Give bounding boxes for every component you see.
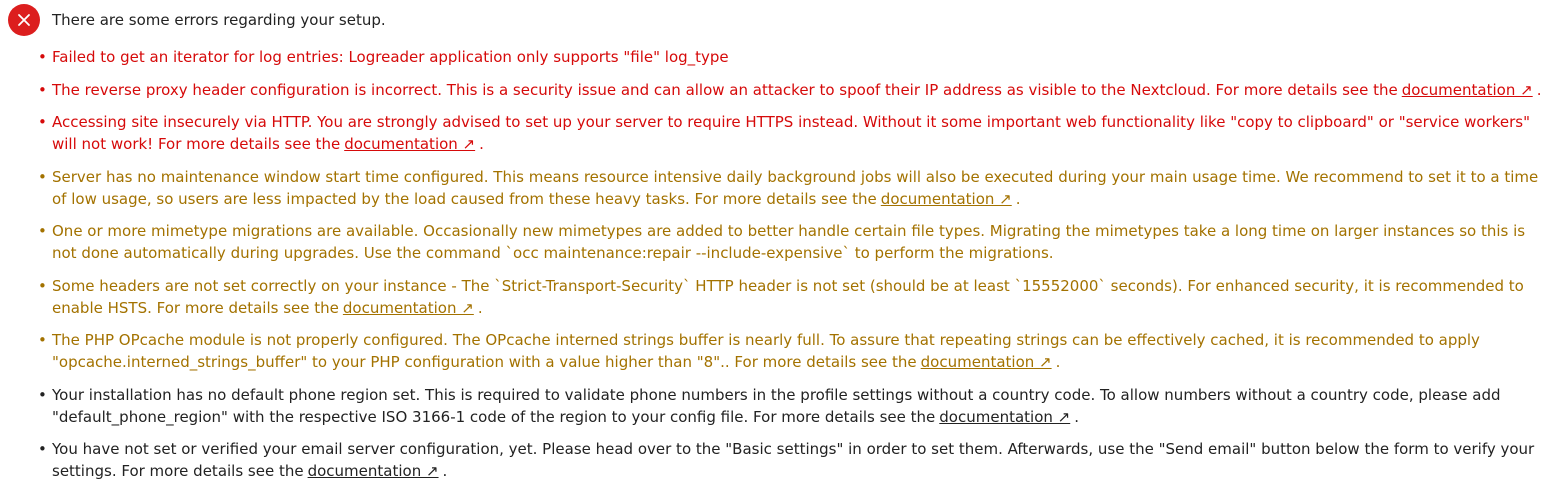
issue-text: One or more mimetype migrations are available. Occasionally new mimetypes are added to better handle certain file types. Migrating the mimetypes take a long time on larger instances so this is not done automatically during upgrades. Use the command `occ maintenance:repair --include-expensive` to perform the migrations.: [52, 222, 1526, 262]
issue-item-error: [38, 46, 1552, 68]
issue-trailing-period: .: [1074, 407, 1080, 426]
issue-trailing-period: .: [477, 298, 483, 317]
bullet-icon: •: [38, 80, 47, 99]
documentation-link[interactable]: documentation ↗: [342, 298, 474, 317]
documentation-link[interactable]: documentation ↗: [344, 135, 476, 153]
documentation-link[interactable]: documentation ↗: [1401, 80, 1533, 99]
issue-item-warning: [38, 166, 1552, 210]
issue-trailing-period: .: [1055, 353, 1061, 371]
issue-text: Some headers are not set correctly on your instance - The `Strict-Transport-Security` HTTP header is not set (should be at least `15552000` seconds). For enhanced security, it is recommended to enable HSTS. For more details see the: [52, 276, 1524, 317]
issue-trailing-period: .: [442, 462, 448, 480]
header-message: There are some errors regarding your setup.: [52, 11, 386, 29]
issue-text: You have not set or verified your email server configuration, yet. Please head over to the "Basic settings" in order to set them. Afterwards, use the "Send email" button below the form to verify your settings. For more details see the: [52, 440, 1535, 480]
issue-text: Accessing site insecurely via HTTP. You are strongly advised to set up your server to require HTTPS instead. Without it some important web functionality like "copy to clipboard" or "service workers" will not work! For more details see the: [52, 113, 1530, 153]
bullet-icon: •: [38, 276, 47, 295]
documentation-link[interactable]: documentation ↗: [307, 462, 439, 480]
bullet-icon: •: [38, 331, 47, 349]
bullet-icon: •: [38, 440, 47, 458]
bullet-icon: •: [38, 113, 47, 131]
setup-errors-header: [8, 4, 386, 36]
issue-text: Failed to get an iterator for log entries: Logreader application only supports "file" log_type: [52, 48, 729, 66]
documentation-link[interactable]: documentation ↗: [880, 189, 1012, 208]
issue-text: The PHP OPcache module is not properly configured. The OPcache interned strings buffer is nearly full. To assure that repeating strings can be effectively cached, it is recommended to apply "opcache.interned_strings_buffer" to your PHP configuration with a value higher than "8".. For more details see the: [52, 331, 1480, 371]
issue-item-info: [38, 384, 1552, 428]
bullet-icon: •: [38, 222, 47, 240]
issue-item-warning: [38, 220, 1552, 264]
bullet-icon: •: [38, 167, 47, 186]
issue-text: Your installation has no default phone region set. This is required to validate phone numbers in the profile settings without a country code. To allow numbers without a country code, please add "default_phone_region" with the respective ISO 3166-1 code of the region to your config file. For more details see the: [52, 385, 1501, 426]
issue-item-error: [38, 79, 1552, 101]
issue-trailing-period: .: [1536, 80, 1542, 99]
error-close-icon: [8, 4, 40, 36]
issues-list: [38, 46, 1552, 493]
documentation-link[interactable]: documentation ↗: [920, 353, 1052, 371]
issue-text: Server has no maintenance window start time configured. This means resource intensive daily background jobs will also be executed during your main usage time. We recommend to set it to a time of low usage, so users are less impacted by the load caused from these heavy tasks. For more details see the: [52, 167, 1539, 208]
issue-item-info: [38, 438, 1552, 482]
issue-item-warning: [38, 275, 1552, 319]
documentation-link[interactable]: documentation ↗: [939, 407, 1071, 426]
issue-text: The reverse proxy header configuration is incorrect. This is a security issue and can allow an attacker to spoof their IP address as visible to the Nextcloud. For more details see the: [52, 80, 1398, 99]
bullet-icon: •: [38, 385, 47, 404]
bullet-icon: •: [38, 48, 47, 66]
issue-item-error: [38, 111, 1552, 155]
issue-item-warning: [38, 329, 1552, 373]
issue-trailing-period: .: [479, 135, 484, 153]
issue-trailing-period: .: [1015, 189, 1021, 208]
